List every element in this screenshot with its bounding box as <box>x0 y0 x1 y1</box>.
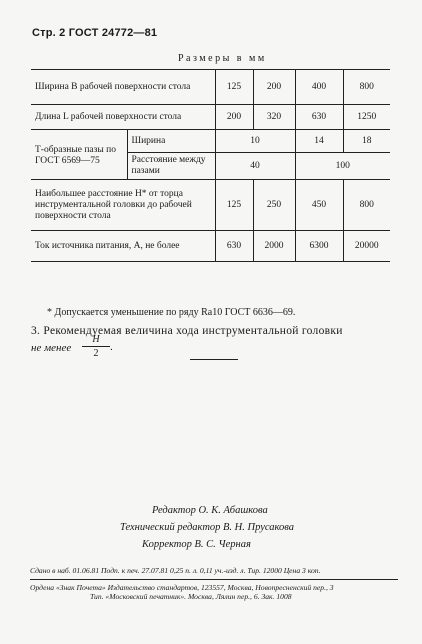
footnote: * Допускается уменьшение по ряду Ra10 ГОСТ 6636—69. <box>47 307 296 318</box>
table-cell: 100 <box>295 153 390 180</box>
table-cell: 200 <box>253 70 295 105</box>
table-cell: 320 <box>253 105 295 130</box>
table-cell: 800 <box>343 180 390 231</box>
table-cell: 250 <box>253 180 295 231</box>
table-row <box>31 130 390 153</box>
row-label: Ширина <box>127 130 215 153</box>
editor-credit: Редактор О. К. Абашкова <box>152 505 268 516</box>
table-cell: 630 <box>295 105 343 130</box>
table-cell: 40 <box>215 153 295 180</box>
table-cell: 125 <box>215 180 253 231</box>
table-cell: 10 <box>215 130 295 153</box>
table-cell: 2000 <box>253 231 295 262</box>
table-row <box>31 180 390 231</box>
row-label: Расстояние между пазами <box>127 153 215 180</box>
fraction-denominator: 2 <box>93 348 99 359</box>
table-cell: 200 <box>215 105 253 130</box>
dimensions-table <box>31 69 390 262</box>
table-cell: 20000 <box>343 231 390 262</box>
row-label: Длина L рабочей поверхности стола <box>31 105 215 130</box>
fraction-bar <box>82 346 110 347</box>
row-label: Ток источника питания, А, не более <box>31 231 215 262</box>
table-cell: 800 <box>343 70 390 105</box>
page-header: Стр. 2 ГОСТ 24772—81 <box>32 27 158 39</box>
fraction-numerator: H <box>92 334 100 345</box>
table-row <box>31 231 390 262</box>
sentence-end: . <box>110 341 113 353</box>
row-label: Ширина B рабочей поверхности стола <box>31 70 215 105</box>
table-cell: 1250 <box>343 105 390 130</box>
row-label: Наибольшее расстояние H* от торца инструментальной головки до рабочей поверхности стола <box>31 180 215 231</box>
table-row <box>31 105 390 130</box>
imprint-publisher: Ордена «Знак Почета» Издательство стандартов, 123557, Москва, Новопресненский пер., 3 <box>30 583 334 592</box>
table-cell: 18 <box>343 130 390 153</box>
table-row <box>31 70 390 105</box>
corrector-credit: Корректор В. С. Черная <box>142 539 251 550</box>
table-cell: 400 <box>295 70 343 105</box>
imprint-printer: Тип. «Московский печатник». Москва, Лялин пер., 6. Зак. 1008 <box>90 592 292 601</box>
table-cell: 630 <box>215 231 253 262</box>
section-divider <box>190 359 238 360</box>
group-label: Т-образные пазы по ГОСТ 6569—75 <box>31 130 127 180</box>
imprint-block <box>30 566 398 601</box>
paragraph-3: 3. Рекомендуемая величина хода инструментальной головки <box>31 325 343 337</box>
paragraph-3-continuation: не менее <box>31 342 72 354</box>
table-cell: 125 <box>215 70 253 105</box>
table-cell: 6300 <box>295 231 343 262</box>
fraction <box>82 334 110 359</box>
tech-editor-credit: Технический редактор В. Н. Прусакова <box>120 522 295 533</box>
units-caption: Размеры в мм <box>178 53 267 64</box>
imprint-print-details: Сдано в наб. 01.06.81 Подп. к печ. 27.07.81 0,25 п. л. 0,11 уч.-изд. л. Тир. 12000 Цена 3 коп. <box>30 566 398 580</box>
table-cell: 14 <box>295 130 343 153</box>
table-cell: 450 <box>295 180 343 231</box>
